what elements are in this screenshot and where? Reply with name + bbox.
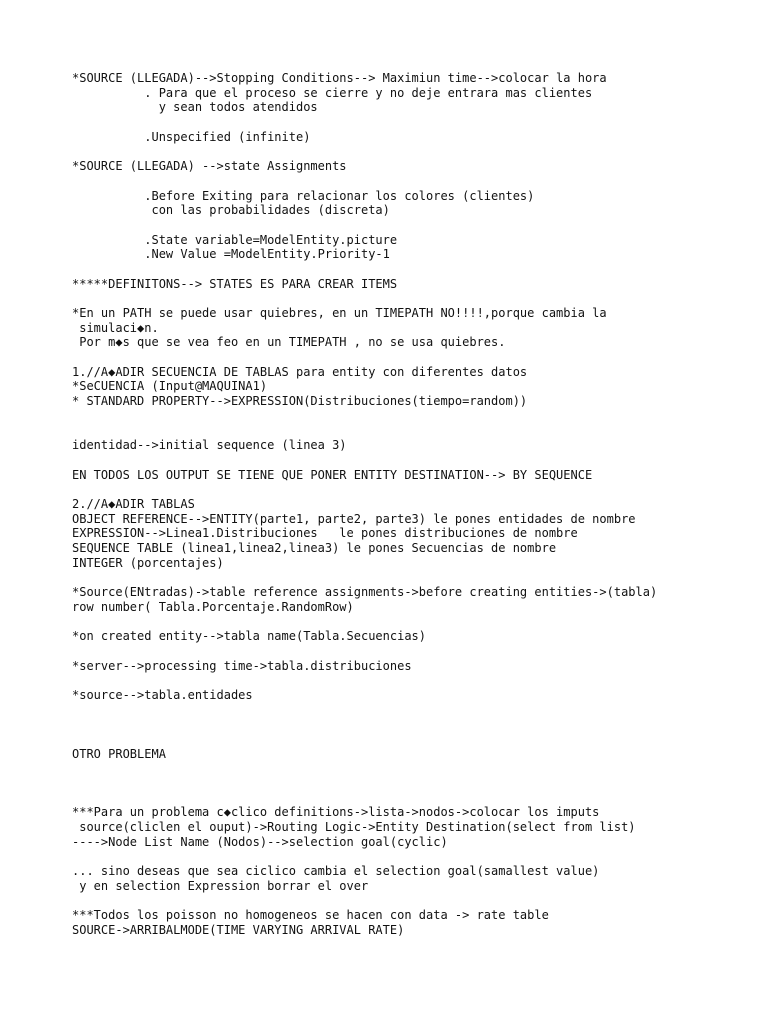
text-line: .Before Exiting para relacionar los colores (clientes): [72, 188, 535, 203]
blank-line: [72, 761, 752, 776]
text-line: ... sino deseas que sea ciclico cambia el selection goal(samallest value): [72, 864, 600, 879]
blank-line: [72, 115, 752, 130]
text-line: Por m◆s que se vea feo en un TIMEPATH , no se usa quiebres.: [72, 335, 506, 350]
blank-line: [72, 717, 752, 732]
blank-line: [72, 424, 752, 439]
text-line: OBJECT REFERENCE-->ENTITY(parte1, parte2, parte3) le pones entidades de nombre: [72, 511, 636, 526]
text-line: y sean todos atendidos: [72, 100, 318, 115]
text-line: *Source(ENtradas)->table reference assignments->before creating entities->(tabla): [72, 585, 658, 600]
blank-line: [72, 776, 752, 791]
text-line: .Unspecified (infinite): [72, 129, 311, 144]
text-line: *server-->processing time->tabla.distribuciones: [72, 658, 412, 673]
text-line: identidad-->initial sequence (linea 3): [72, 438, 347, 453]
blank-line: [72, 350, 752, 365]
blank-line: [72, 570, 752, 585]
blank-line: [72, 703, 752, 718]
blank-line: [72, 673, 752, 688]
text-line: *****DEFINITONS--> STATES ES PARA CREAR ITEMS: [72, 276, 398, 291]
text-line: ***Para un problema c◆clico definitions->lista->nodos->colocar los imputs: [72, 805, 600, 820]
text-line: *on created entity-->tabla name(Tabla.Secuencias): [72, 629, 427, 644]
blank-line: [72, 894, 752, 909]
text-line: 2.//A◆ADIR TABLAS: [72, 496, 195, 511]
text-line: SEQUENCE TABLE (linea1,linea2,linea3) le pones Secuencias de nombre: [72, 541, 557, 555]
text-line: OTRO PROBLEMA: [72, 746, 166, 761]
blank-line: [72, 409, 752, 424]
blank-line: [72, 218, 752, 233]
text-line: .New Value =ModelEntity.Priority-1: [72, 247, 390, 262]
text-line: * STANDARD PROPERTY-->EXPRESSION(Distribuciones(tiempo=random)): [72, 394, 528, 409]
blank-line: [72, 144, 752, 159]
blank-line: [72, 644, 752, 659]
text-line: ***Todos los poisson no homogeneos se hacen con data -> rate table: [72, 908, 549, 923]
text-line: con las probabilidades (discreta): [72, 203, 390, 218]
text-line: *En un PATH se puede usar quiebres, en un TIMEPATH NO!!!!,porque cambia la: [72, 306, 607, 320]
text-line: row number( Tabla.Porcentaje.RandomRow): [72, 599, 354, 614]
text-line: EXPRESSION-->Linea1.Distribuciones le pones distribuciones de nombre: [72, 526, 578, 541]
text-line: 1.//A◆ADIR SECUENCIA DE TABLAS para entity con diferentes datos: [72, 364, 528, 379]
text-line: *source-->tabla.entidades: [72, 687, 253, 702]
blank-line: [72, 849, 752, 864]
text-line: INTEGER (porcentajes): [72, 555, 224, 570]
blank-line: [72, 262, 752, 277]
text-line: EN TODOS LOS OUTPUT SE TIENE QUE PONER ENTITY DESTINATION--> BY SEQUENCE: [72, 467, 593, 482]
blank-line: [72, 732, 752, 747]
text-line: . Para que el proceso se cierre y no deje entrara mas clientes: [72, 85, 593, 100]
text-line: *SOURCE (LLEGADA)-->Stopping Conditions--> Maximiun time-->colocar la hora: [72, 71, 607, 85]
text-line: SOURCE->ARRIBALMODE(TIME VARYING ARRIVAL RATE): [72, 922, 405, 937]
blank-line: [72, 614, 752, 629]
text-line: *SeCUENCIA (Input@MAQUINA1): [72, 379, 268, 394]
blank-line: [72, 482, 752, 497]
text-line: *SOURCE (LLEGADA) -->state Assignments: [72, 159, 347, 174]
text-line: simulaci◆n.: [72, 320, 159, 335]
blank-line: [72, 174, 752, 189]
text-line: y en selection Expression borrar el over: [72, 878, 369, 893]
text-line: source(cliclen el ouput)->Routing Logic->Entity Destination(select from list): [72, 820, 636, 835]
blank-line: [72, 291, 752, 306]
blank-line: [72, 453, 752, 468]
blank-line: [72, 791, 752, 806]
document-page: [72, 71, 752, 938]
text-line: .State variable=ModelEntity.picture: [72, 232, 398, 247]
text-line: ---->Node List Name (Nodos)-->selection goal(cyclic): [72, 834, 448, 849]
